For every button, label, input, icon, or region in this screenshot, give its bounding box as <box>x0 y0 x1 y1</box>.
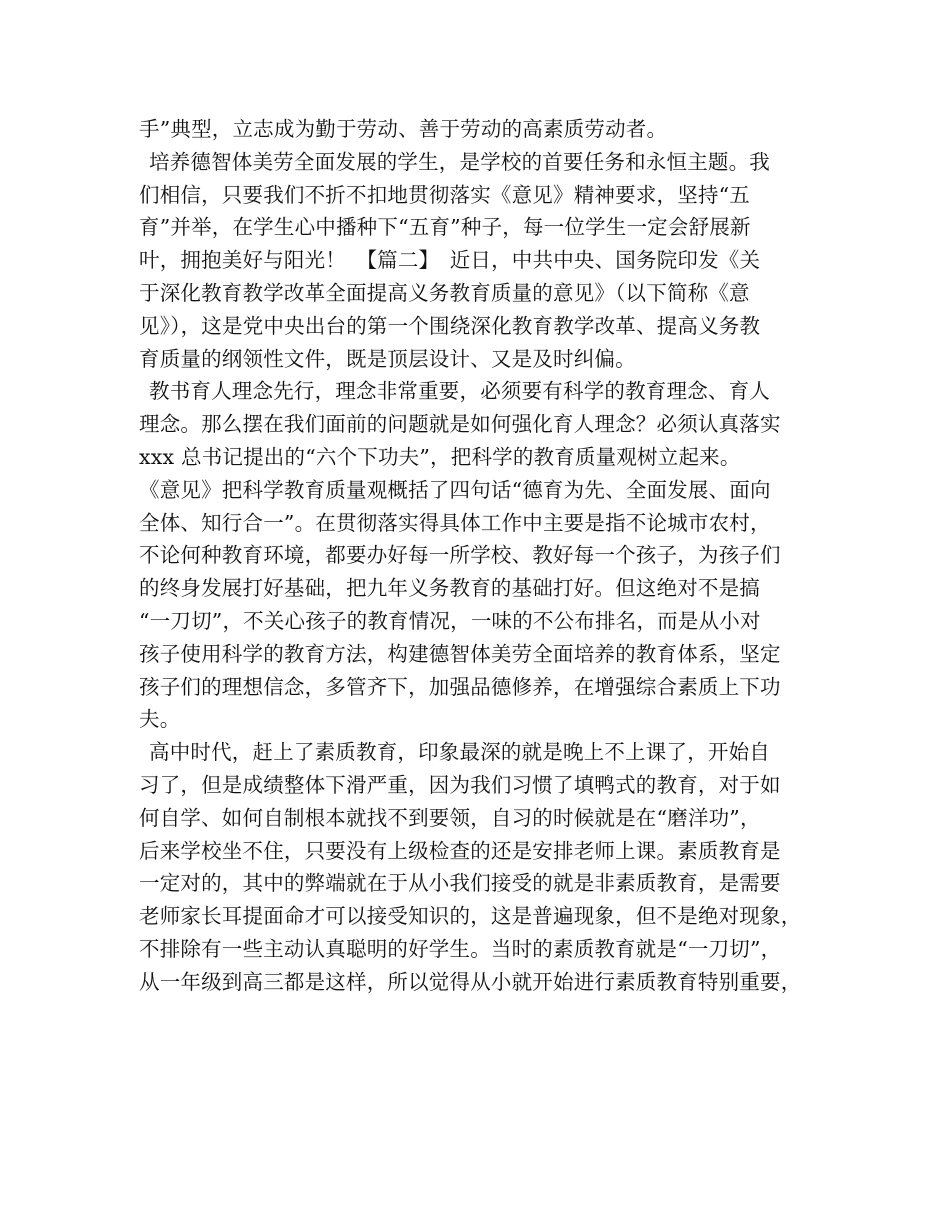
text-line: 们相信，只要我们不折不扣地贯彻落实《意见》精神要求，坚持“五 <box>139 182 750 207</box>
text-line: 叶，拥抱美好与阳光！ 【篇二】 近日，中共中央、国务院印发《关 <box>139 248 761 273</box>
text-line: 从一年级到高三都是这样，所以觉得从小就开始进行素质教育特别重要， <box>139 969 802 994</box>
text-line: 不论何种教育环境，都要办好每一所学校、教好每一个孩子，为孩子们 <box>139 543 781 568</box>
text-line: 见》），这是党中央出台的第一个围绕深化教育教学改革、提高义务教 <box>139 313 761 338</box>
text-line: 《意见》把科学教育质量观概括了四句话“德育为先、全面发展、面向 <box>139 477 771 502</box>
text-line: 的终身发展打好基础，把九年义务教育的基础打好。但这绝对不是搞 <box>139 576 760 601</box>
text-line: 于深化教育教学改革全面提高义务教育质量的意见》（以下简称《意 <box>139 280 750 305</box>
text-line: 习了，但是成绩整体下滑严重，因为我们习惯了填鸭式的教育，对于如 <box>139 772 781 797</box>
paragraph-start-line: 培养德智体美劳全面发展的学生，是学校的首要任务和永恒主题。我 <box>149 149 770 174</box>
text-line: 不排除有一些主动认真聪明的好学生。当时的素质教育就是“一刀切”， <box>139 936 782 961</box>
text-line: 育”并举，在学生心中播种下“五育”种子，每一位学生一定会舒展新 <box>139 215 751 240</box>
text-line: xxx 总书记提出的“六个下功夫”，把科学的教育质量观树立起来。 <box>139 444 741 469</box>
text-line: 孩子使用科学的教育方法，构建德智体美劳全面培养的教育体系，坚定 <box>139 641 781 666</box>
text-line: “一刀切”，不关心孩子的教育情况，一味的不公布排名，而是从小对 <box>139 608 761 633</box>
text-line: 老师家长耳提面命才可以接受知识的，这是普遍现象，但不是绝对现象， <box>139 904 802 929</box>
text-line: 孩子们的理想信念，多管齐下，加强品德修养，在增强综合素质上下功 <box>139 674 781 699</box>
text-line: 后来学校坐不住，只要没有上级检查的还是安排老师上课。素质教育是 <box>139 838 781 863</box>
text-line: 理念。那么摆在我们面前的问题就是如何强化育人理念？必须认真落实 <box>139 412 781 437</box>
paragraph-start-line: 教书育人理念先行，理念非常重要，必须要有科学的教育理念、育人 <box>149 379 770 404</box>
text-line: 夫。 <box>139 707 181 732</box>
text-line: 手”典型，立志成为勤于劳动、善于劳动的高素质劳动者。 <box>139 117 668 141</box>
text-line: 一定对的，其中的弊端就在于从小我们接受的就是非素质教育，是需要 <box>139 871 781 896</box>
text-line: 全体、知行合一”。在贯彻落实得具体工作中主要是指不论城市农村， <box>139 510 771 535</box>
document-body <box>139 113 819 999</box>
text-line: 何自学、如何自制根本就找不到要领，自习的时候就是在“磨洋功”， <box>139 805 761 830</box>
text-line: 育质量的纲领性文件，既是顶层设计、又是及时纠偏。 <box>139 346 636 371</box>
paragraph-start-line: 高中时代，赶上了素质教育，印象最深的就是晚上不上课了，开始自 <box>149 740 770 765</box>
